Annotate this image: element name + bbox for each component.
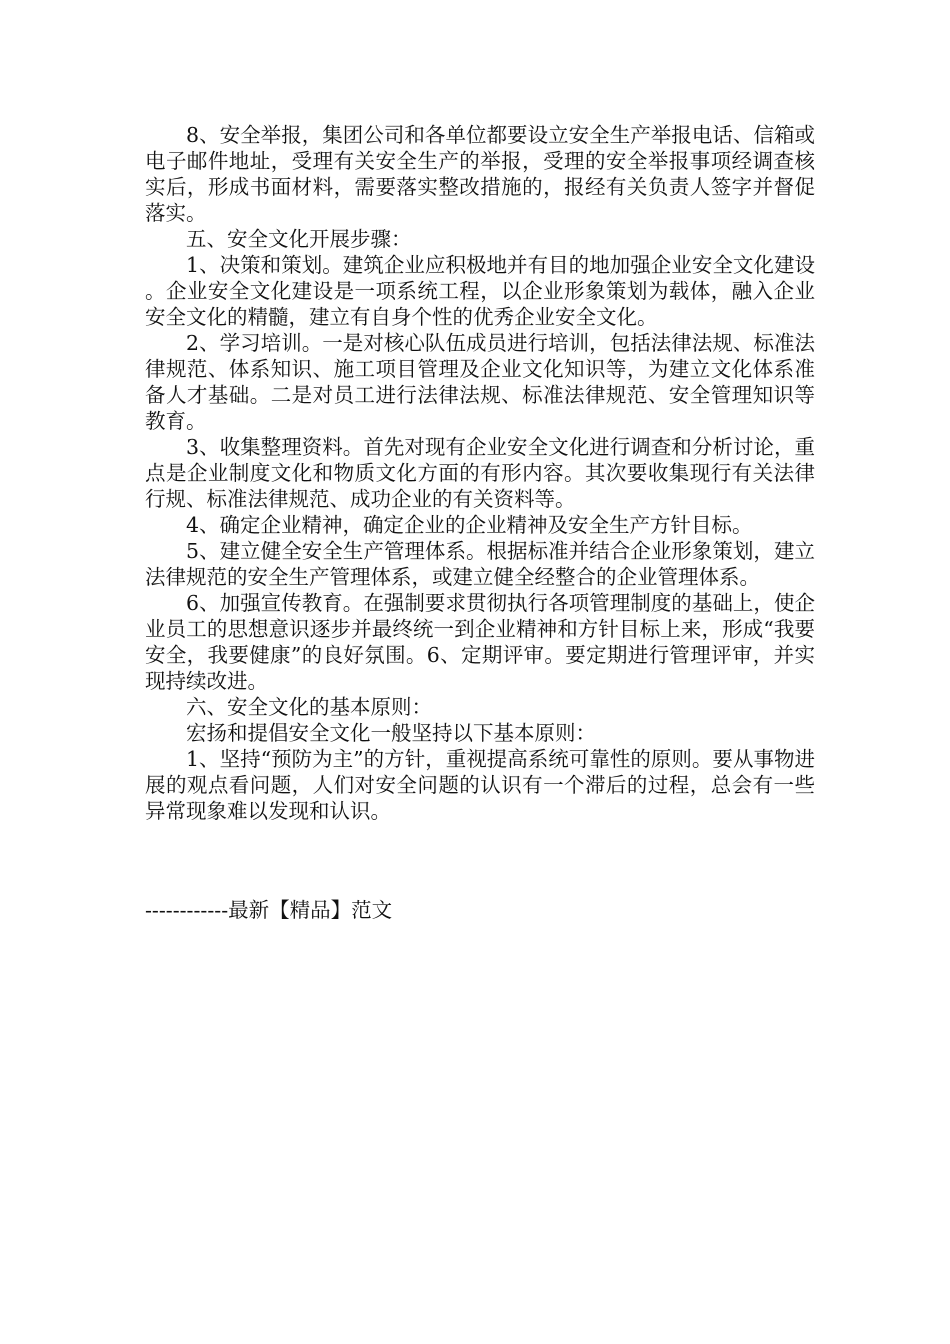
document-body: [145, 122, 815, 824]
paragraph-decision-planning: 1、决策和策划。建筑企业应积极地并有目的地加强企业安全文化建设。企业安全文化建设是一项系统工程，以企业形象策划为载体，融入企业安全文化的精髓，建立有自身个性的优秀企业安全文化。: [145, 253, 815, 329]
paragraph-collect-materials: 3、收集整理资料。首先对现有企业安全文化进行调查和分析讨论，重点是企业制度文化和物质文化方面的有形内容。其次要收集现行有关法律行规、标准法律规范、成功企业的有关资料等。: [145, 435, 815, 511]
document-footer: ------------最新【精品】范文: [145, 898, 393, 922]
paragraph-management-system: 5、建立健全安全生产管理体系。根据标准并结合企业形象策划，建立法律规范的安全生产管理体系，或建立健全经整合的企业管理体系。: [145, 539, 815, 589]
paragraph-publicity-education: 6、加强宣传教育。在强制要求贯彻执行各项管理制度的基础上，使企业员工的思想意识逐步并最终统一到企业精神和方针目标上来，形成“我要安全，我要健康”的良好氛围。6、定期评审。要定期进行管理评审，并实现持续改进。: [145, 591, 815, 693]
paragraph-principles-intro: 宏扬和提倡安全文化一般坚持以下基本原则：: [186, 721, 596, 745]
paragraph-enterprise-spirit: 4、确定企业精神，确定企业的企业精神及安全生产方针目标。: [186, 513, 753, 537]
paragraph-prevention-principle: 1、坚持“预防为主”的方针，重视提高系统可靠性的原则。要从事物进展的观点看问题，人们对安全问题的认识有一个滞后的过程，总会有一些异常现象难以发现和认识。: [145, 747, 815, 823]
paragraph-training: 2、学习培训。一是对核心队伍成员进行培训，包括法律法规、标准法律规范、体系知识、施工项目管理及企业文化知识等，为建立文化体系准备人才基础。二是对员工进行法律法规、标准法律规范、安全管理知识等教育。: [145, 331, 815, 433]
heading-section-6: 六、安全文化的基本原则：: [186, 695, 432, 719]
heading-section-5: 五、安全文化开展步骤：: [186, 227, 412, 251]
paragraph-safety-report: 8、安全举报，集团公司和各单位都要设立安全生产举报电话、信箱或电子邮件地址，受理有关安全生产的举报，受理的安全举报事项经调查核实后，形成书面材料，需要落实整改措施的，报经有关负责人签字并督促落实。: [145, 123, 815, 225]
